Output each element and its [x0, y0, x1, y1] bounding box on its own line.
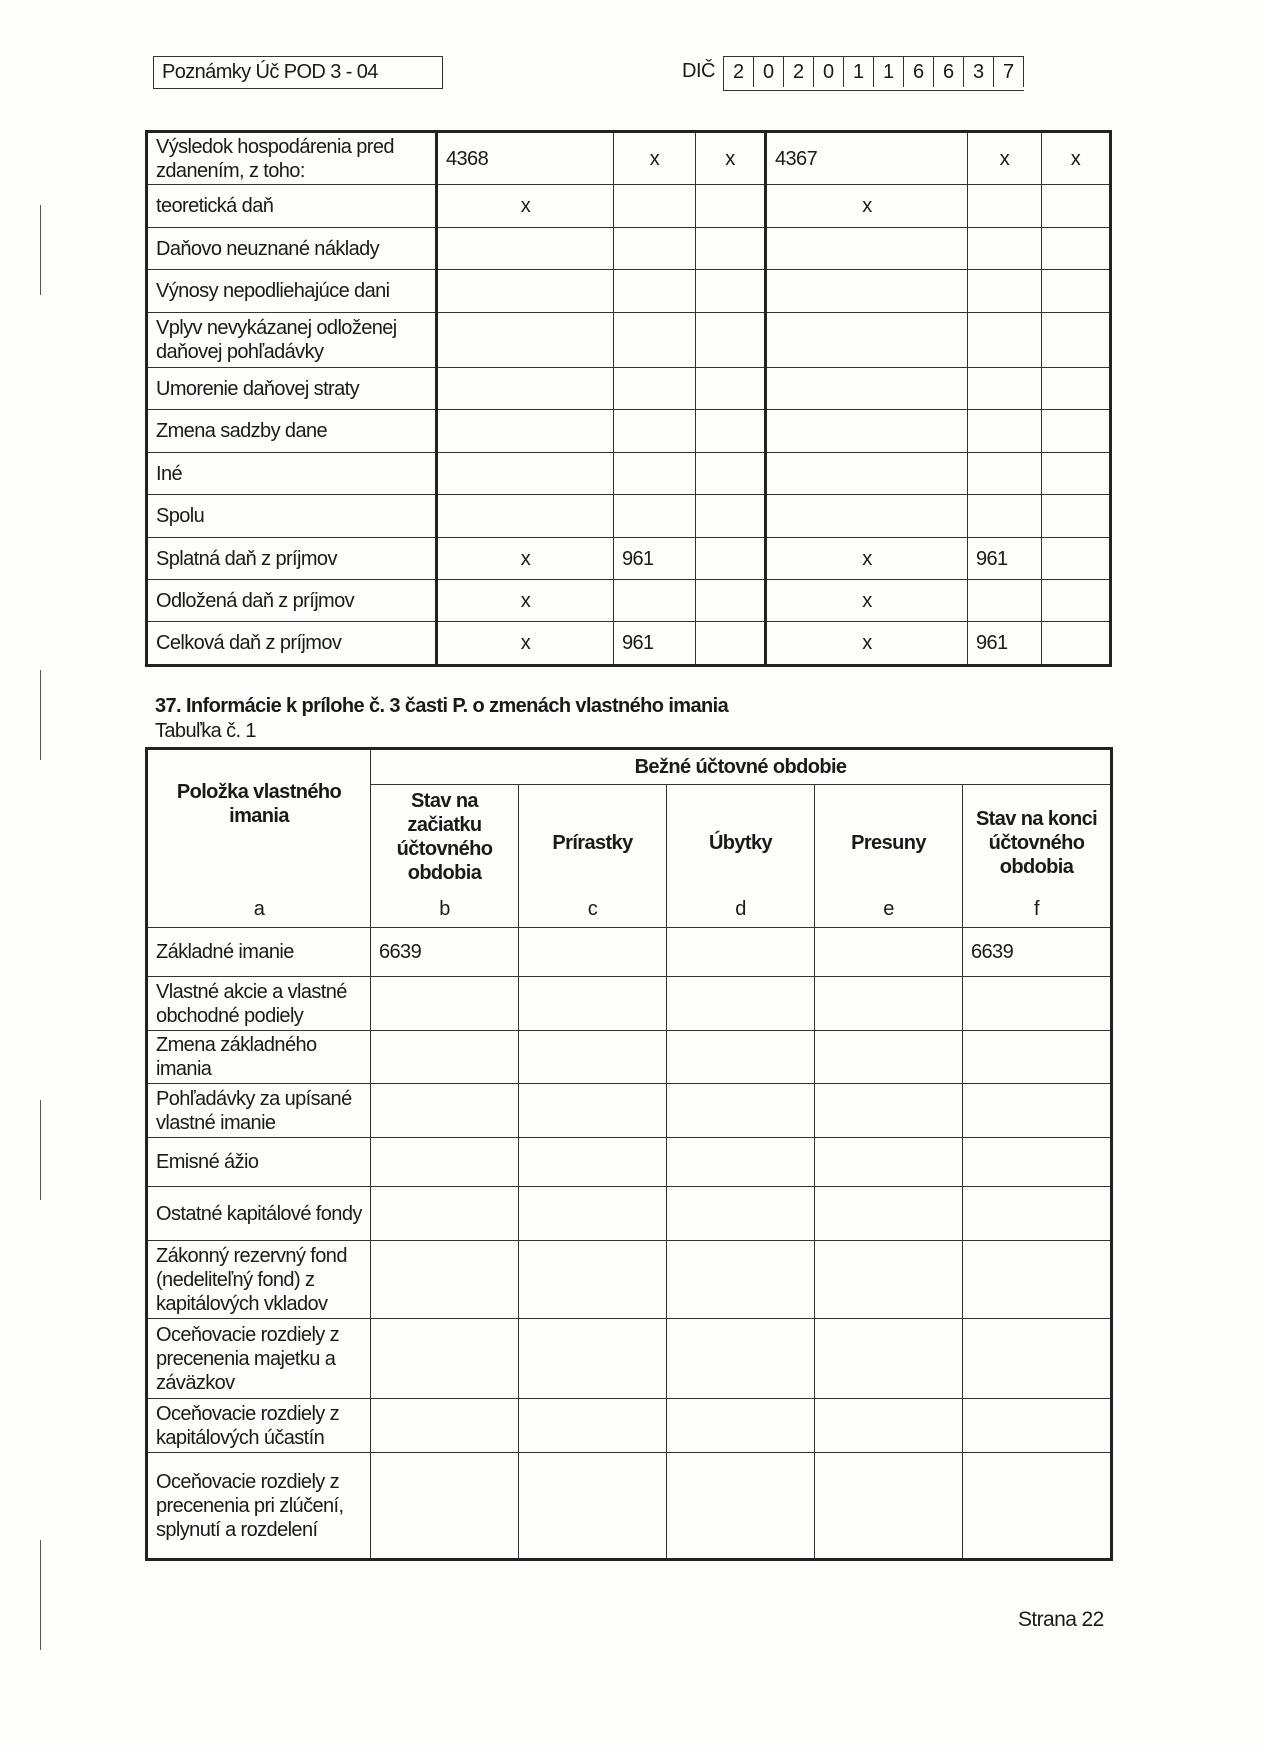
table-cell: x: [968, 132, 1042, 185]
row-label: Oceňovacie rozdiely z kapitálových účastín: [147, 1399, 371, 1453]
table-cell: [963, 1453, 1112, 1560]
table-row: [147, 1241, 1112, 1319]
table-cell: [667, 1241, 815, 1319]
table-cell: [667, 1084, 815, 1138]
table-cell: x: [766, 580, 968, 622]
table-cell: x: [1042, 132, 1111, 185]
table-cell: 961: [968, 538, 1042, 580]
column-letter: c: [587, 898, 598, 920]
table-cell: [1042, 622, 1111, 666]
table-cell: x: [614, 132, 696, 185]
table-cell: [437, 228, 614, 270]
column-letter: b: [439, 898, 450, 920]
table-cell: [815, 1399, 963, 1453]
table-row: [147, 1187, 1112, 1241]
table-row: [147, 270, 1111, 313]
row-label: Iné: [147, 453, 437, 495]
table-cell: [437, 410, 614, 453]
table-cell: [614, 368, 696, 410]
table-cell: [696, 313, 766, 368]
table-cell: [519, 1319, 667, 1399]
row-label: Vplyv nevykázanej odloženej daňovej pohľadávky: [147, 313, 437, 368]
table-cell: x: [766, 622, 968, 666]
table-cell: [696, 495, 766, 538]
table-row: [147, 1138, 1112, 1187]
row-label: Oceňovacie rozdiely z precenenia majetku a záväzkov: [147, 1319, 371, 1399]
scan-margin-mark: [40, 1540, 41, 1650]
table-cell: [968, 410, 1042, 453]
table-cell: [963, 1031, 1112, 1084]
table-cell: [371, 1084, 519, 1138]
table-cell: [1042, 313, 1111, 368]
table-cell: [815, 1084, 963, 1138]
table-cell: [371, 1241, 519, 1319]
table-cell: x: [766, 185, 968, 228]
table-cell: 961: [614, 622, 696, 666]
table-cell: [968, 368, 1042, 410]
table-cell: [614, 228, 696, 270]
table-cell: [696, 410, 766, 453]
table-cell: [968, 185, 1042, 228]
row-label: teoretická daň: [147, 185, 437, 228]
table-cell: [667, 1031, 815, 1084]
tax-reconciliation-table: [145, 130, 1112, 667]
row-label: Vlastné akcie a vlastné obchodné podiely: [147, 977, 371, 1031]
table-cell: [696, 580, 766, 622]
header-current-period: Bežné účtovné obdobie: [371, 749, 1112, 785]
column-header-label: Stav na konci účtovného obdobia: [975, 808, 1098, 878]
table-cell: x: [766, 538, 968, 580]
table-cell: [371, 1031, 519, 1084]
table-cell: [963, 1084, 1112, 1138]
table-cell: [1042, 538, 1111, 580]
table-label: Tabuľka č. 1: [155, 720, 256, 742]
table-row: [147, 228, 1111, 270]
header-item: [147, 749, 371, 928]
table-cell: [766, 495, 968, 538]
table-cell: [766, 453, 968, 495]
row-label: Oceňovacie rozdiely z precenenia pri zlúčení, splynutí a rozdelení: [147, 1453, 371, 1560]
row-label: Umorenie daňovej straty: [147, 368, 437, 410]
column-header: [519, 785, 667, 928]
column-header-label: Presuny: [851, 832, 926, 854]
scan-margin-mark: [40, 1100, 41, 1200]
table-cell: [815, 1031, 963, 1084]
table-cell: [968, 495, 1042, 538]
table-cell: [696, 228, 766, 270]
table-cell: [614, 453, 696, 495]
table-cell: [766, 313, 968, 368]
dic-digit: 7: [994, 57, 1024, 87]
table-cell: 6639: [371, 928, 519, 977]
row-label: Spolu: [147, 495, 437, 538]
row-label: Zákonný rezervný fond (nedeliteľný fond) z kapitálových vkladov: [147, 1241, 371, 1319]
table-cell: 4368: [437, 132, 614, 185]
dic-digit: 6: [904, 57, 934, 87]
table-cell: 961: [614, 538, 696, 580]
table-cell: [614, 185, 696, 228]
section-heading: 37. Informácie k prílohe č. 3 časti P. o zmenách vlastného imania: [155, 695, 729, 717]
table-cell: [519, 1399, 667, 1453]
table-cell: [766, 410, 968, 453]
table-row: [147, 1453, 1112, 1560]
table-cell: [968, 313, 1042, 368]
row-label: Daňovo neuznané náklady: [147, 228, 437, 270]
table-cell: [371, 977, 519, 1031]
row-label: Výsledok hospodárenia pred zdanením, z toho:: [147, 132, 437, 185]
column-letter: e: [883, 898, 894, 920]
column-header: [667, 785, 815, 928]
row-label: Základné imanie: [147, 928, 371, 977]
table-cell: [614, 580, 696, 622]
table-row: [147, 453, 1111, 495]
dic-digit: 1: [844, 57, 874, 87]
table-cell: x: [437, 580, 614, 622]
dic-digit: 0: [814, 57, 844, 87]
table-cell: 6639: [963, 928, 1112, 977]
table-cell: [371, 1187, 519, 1241]
table-row: [147, 1399, 1112, 1453]
column-header-label: Úbytky: [708, 832, 773, 854]
table-row: [147, 580, 1111, 622]
table-row: [147, 538, 1111, 580]
table-cell: [815, 1453, 963, 1560]
table-cell: [1042, 410, 1111, 453]
table-cell: [766, 270, 968, 313]
table-cell: [371, 1138, 519, 1187]
table-cell: [815, 1138, 963, 1187]
table-cell: [1042, 185, 1111, 228]
table-cell: [371, 1453, 519, 1560]
table-cell: [1042, 228, 1111, 270]
table-cell: [519, 1187, 667, 1241]
dic-digit: 3: [964, 57, 994, 87]
table-cell: [437, 313, 614, 368]
table-cell: [667, 1453, 815, 1560]
table-cell: [766, 368, 968, 410]
row-label: Celková daň z príjmov: [147, 622, 437, 666]
table-cell: [1042, 495, 1111, 538]
column-header: [371, 785, 519, 928]
table-row: [147, 977, 1112, 1031]
table-cell: [614, 313, 696, 368]
table-cell: [968, 580, 1042, 622]
dic-boxes: [723, 56, 1024, 91]
table-row: [147, 1031, 1112, 1084]
column-letter: d: [735, 898, 746, 920]
table-cell: 961: [968, 622, 1042, 666]
table-cell: [667, 1399, 815, 1453]
column-header-label: Prírastky: [552, 832, 633, 854]
table-cell: [963, 1187, 1112, 1241]
row-label: Výnosy nepodliehajúce dani: [147, 270, 437, 313]
table-cell: [1042, 580, 1111, 622]
column-header: [963, 785, 1112, 928]
equity-changes-table: [145, 747, 1113, 1561]
table-cell: [1042, 368, 1111, 410]
row-label: Emisné ážio: [147, 1138, 371, 1187]
table-cell: x: [437, 622, 614, 666]
table-cell: 4367: [766, 132, 968, 185]
table-cell: [815, 1187, 963, 1241]
table-cell: [963, 977, 1112, 1031]
row-label: Zmena základného imania: [147, 1031, 371, 1084]
table-cell: [696, 622, 766, 666]
table-cell: [815, 1319, 963, 1399]
page-number: Strana 22: [1018, 1608, 1104, 1631]
table-cell: [815, 928, 963, 977]
table-row: [147, 928, 1112, 977]
table-cell: [815, 1241, 963, 1319]
dic-digit: 2: [724, 57, 754, 87]
row-label: Ostatné kapitálové fondy: [147, 1187, 371, 1241]
table-row: [147, 313, 1111, 368]
table-row: [147, 495, 1111, 538]
table-cell: [437, 368, 614, 410]
table-cell: x: [437, 185, 614, 228]
table-cell: [696, 538, 766, 580]
table-cell: [437, 453, 614, 495]
table-cell: [519, 1031, 667, 1084]
table-cell: x: [696, 132, 766, 185]
dic-label: DIČ: [682, 60, 715, 82]
table-cell: x: [437, 538, 614, 580]
table-cell: [1042, 453, 1111, 495]
column-letter: f: [1034, 898, 1039, 920]
table-cell: [519, 1241, 667, 1319]
table-cell: [696, 270, 766, 313]
row-label: Pohľadávky za upísané vlastné imanie: [147, 1084, 371, 1138]
header-item-label: Položka vlastného imania: [176, 781, 342, 827]
table-cell: [519, 977, 667, 1031]
table-cell: [437, 495, 614, 538]
table-cell: [614, 495, 696, 538]
row-label: Odložená daň z príjmov: [147, 580, 437, 622]
table-row: [147, 1319, 1112, 1399]
table-cell: [519, 1138, 667, 1187]
table-cell: [963, 1138, 1112, 1187]
scan-margin-mark: [40, 670, 41, 760]
dic-digit: 1: [874, 57, 904, 87]
table-cell: [667, 928, 815, 977]
table-cell: [519, 1084, 667, 1138]
table-cell: [614, 270, 696, 313]
dic-digit: 0: [754, 57, 784, 87]
table-cell: [963, 1319, 1112, 1399]
dic-digit: 2: [784, 57, 814, 87]
table-cell: [963, 1241, 1112, 1319]
table-cell: [371, 1319, 519, 1399]
table-cell: [968, 228, 1042, 270]
table-cell: [968, 453, 1042, 495]
table-cell: [667, 977, 815, 1031]
row-label: Splatná daň z príjmov: [147, 538, 437, 580]
table-row: [147, 1084, 1112, 1138]
table-row: [147, 185, 1111, 228]
row-label: Zmena sadzby dane: [147, 410, 437, 453]
table-cell: [696, 453, 766, 495]
table-row: [147, 368, 1111, 410]
table-cell: [766, 228, 968, 270]
table-row: [147, 622, 1111, 666]
column-header: [815, 785, 963, 928]
table-cell: [1042, 270, 1111, 313]
table-cell: [519, 1453, 667, 1560]
table-cell: [815, 977, 963, 1031]
table-row: [147, 410, 1111, 453]
column-header-label: Stav na začiatku účtovného obdobia: [396, 790, 493, 884]
dic-digit: 6: [934, 57, 964, 87]
table-row: [147, 132, 1111, 185]
table-cell: [519, 928, 667, 977]
table-cell: [963, 1399, 1112, 1453]
table-cell: [667, 1319, 815, 1399]
scan-margin-mark: [40, 205, 41, 295]
table-cell: [371, 1399, 519, 1453]
form-title: Poznámky Úč POD 3 - 04: [153, 56, 443, 89]
table-cell: [968, 270, 1042, 313]
table-cell: [667, 1138, 815, 1187]
table-cell: [614, 410, 696, 453]
table-cell: [696, 185, 766, 228]
column-letter: a: [253, 898, 265, 920]
table-cell: [667, 1187, 815, 1241]
table-cell: [696, 368, 766, 410]
table-cell: [437, 270, 614, 313]
